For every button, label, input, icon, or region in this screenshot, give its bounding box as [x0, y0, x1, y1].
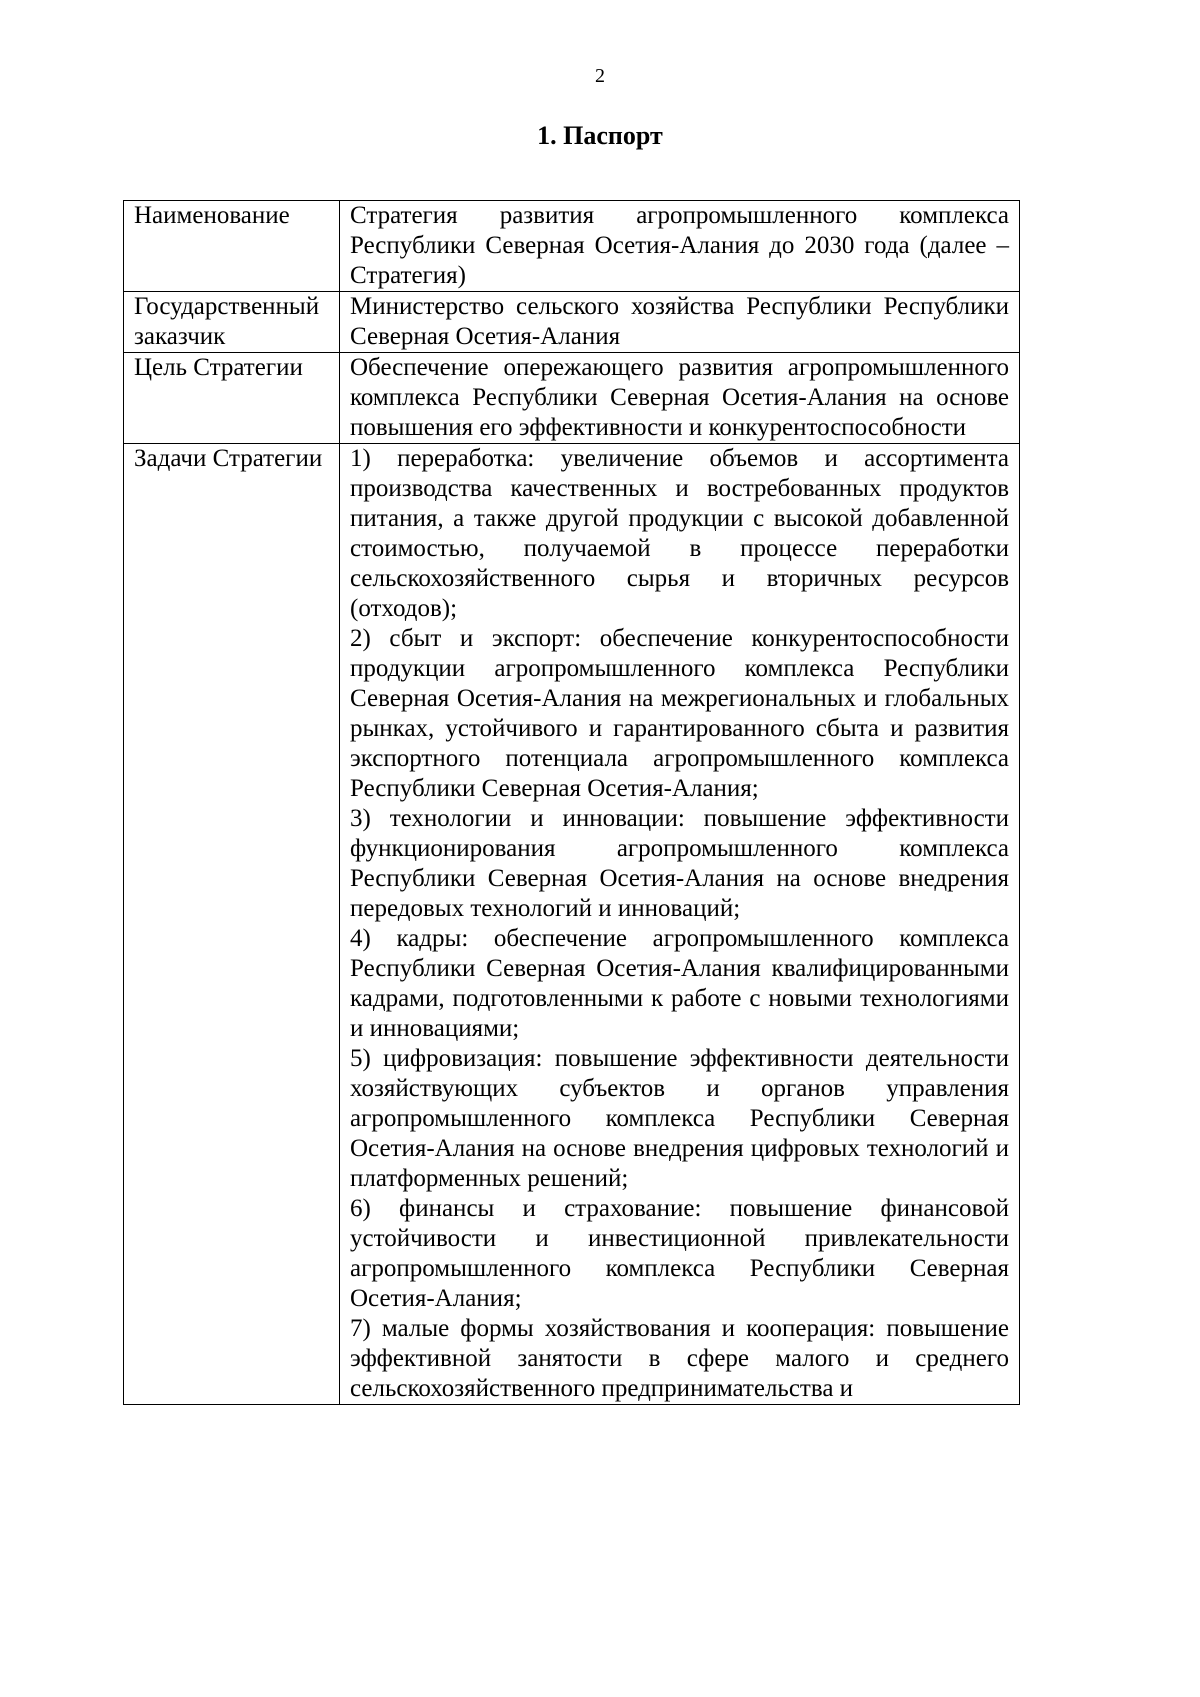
row-value: Стратегия развития агропромышленного комплекса Республики Северная Осетия-Алания до 2030 года (далее – Стратегия)	[340, 201, 1020, 292]
task-item: 1) переработка: увеличение объемов и ассортимента производства качественных и востребованных продуктов питания, а также другой продукции с высокой добавленной стоимостью, получаемой в процессе переработки сельскохозяйственного сырья и вторичных ресурсов (отходов);	[350, 445, 1009, 622]
tasks-list	[340, 444, 1020, 1405]
row-value: Обеспечение опережающего развития агропромышленного комплекса Республики Северная Осетия-Алания на основе повышения его эффективности и конкурентоспособности	[340, 353, 1020, 444]
table-row-customer	[124, 292, 1020, 353]
row-label: Государственный заказчик	[124, 292, 340, 353]
task-item: 5) цифровизация: повышение эффективности деятельности хозяйствующих субъектов и органов управления агропромышленного комплекса Республики Северная Осетия-Алания на основе внедрения цифровых технологий и платформенных решений;	[350, 1045, 1009, 1192]
row-value: Министерство сельского хозяйства Республики Республики Северная Осетия-Алания	[340, 292, 1020, 353]
task-item: 2) сбыт и экспорт: обеспечение конкурентоспособности продукции агропромышленного комплекса Республики Северная Осетия-Алания на межрегиональных и глобальных рынках, устойчивого и гарантированного сбыта и развития экспортного потенциала агропромышленного комплекса Республики Северная Осетия-Алания;	[350, 625, 1009, 802]
row-label: Задачи Стратегии	[124, 444, 340, 1405]
table-row-name	[124, 201, 1020, 292]
page-number: 2	[595, 65, 605, 87]
row-label: Наименование	[124, 201, 340, 292]
section-title: 1. Паспорт	[537, 121, 663, 150]
task-item: 3) технологии и инновации: повышение эффективности функционирования агропромышленного комплекса Республики Северная Осетия-Алания на основе внедрения передовых технологий и инноваций;	[350, 805, 1009, 922]
table-row-goal	[124, 353, 1020, 444]
task-item: 6) финансы и страхование: повышение финансовой устойчивости и инвестиционной привлекательности агропромышленного комплекса Республики Северная Осетия-Алания;	[350, 1195, 1009, 1312]
task-item: 7) малые формы хозяйствования и кооперация: повышение эффективной занятости в сфере малого и среднего сельскохозяйственного предпринимательства и	[350, 1315, 1009, 1402]
passport-table	[123, 200, 1020, 1405]
task-item: 4) кадры: обеспечение агропромышленного комплекса Республики Северная Осетия-Алания квалифицированными кадрами, подготовленными к работе с новыми технологиями и инновациями;	[350, 925, 1009, 1042]
row-label: Цель Стратегии	[124, 353, 340, 444]
table-row-tasks	[124, 444, 1020, 1405]
